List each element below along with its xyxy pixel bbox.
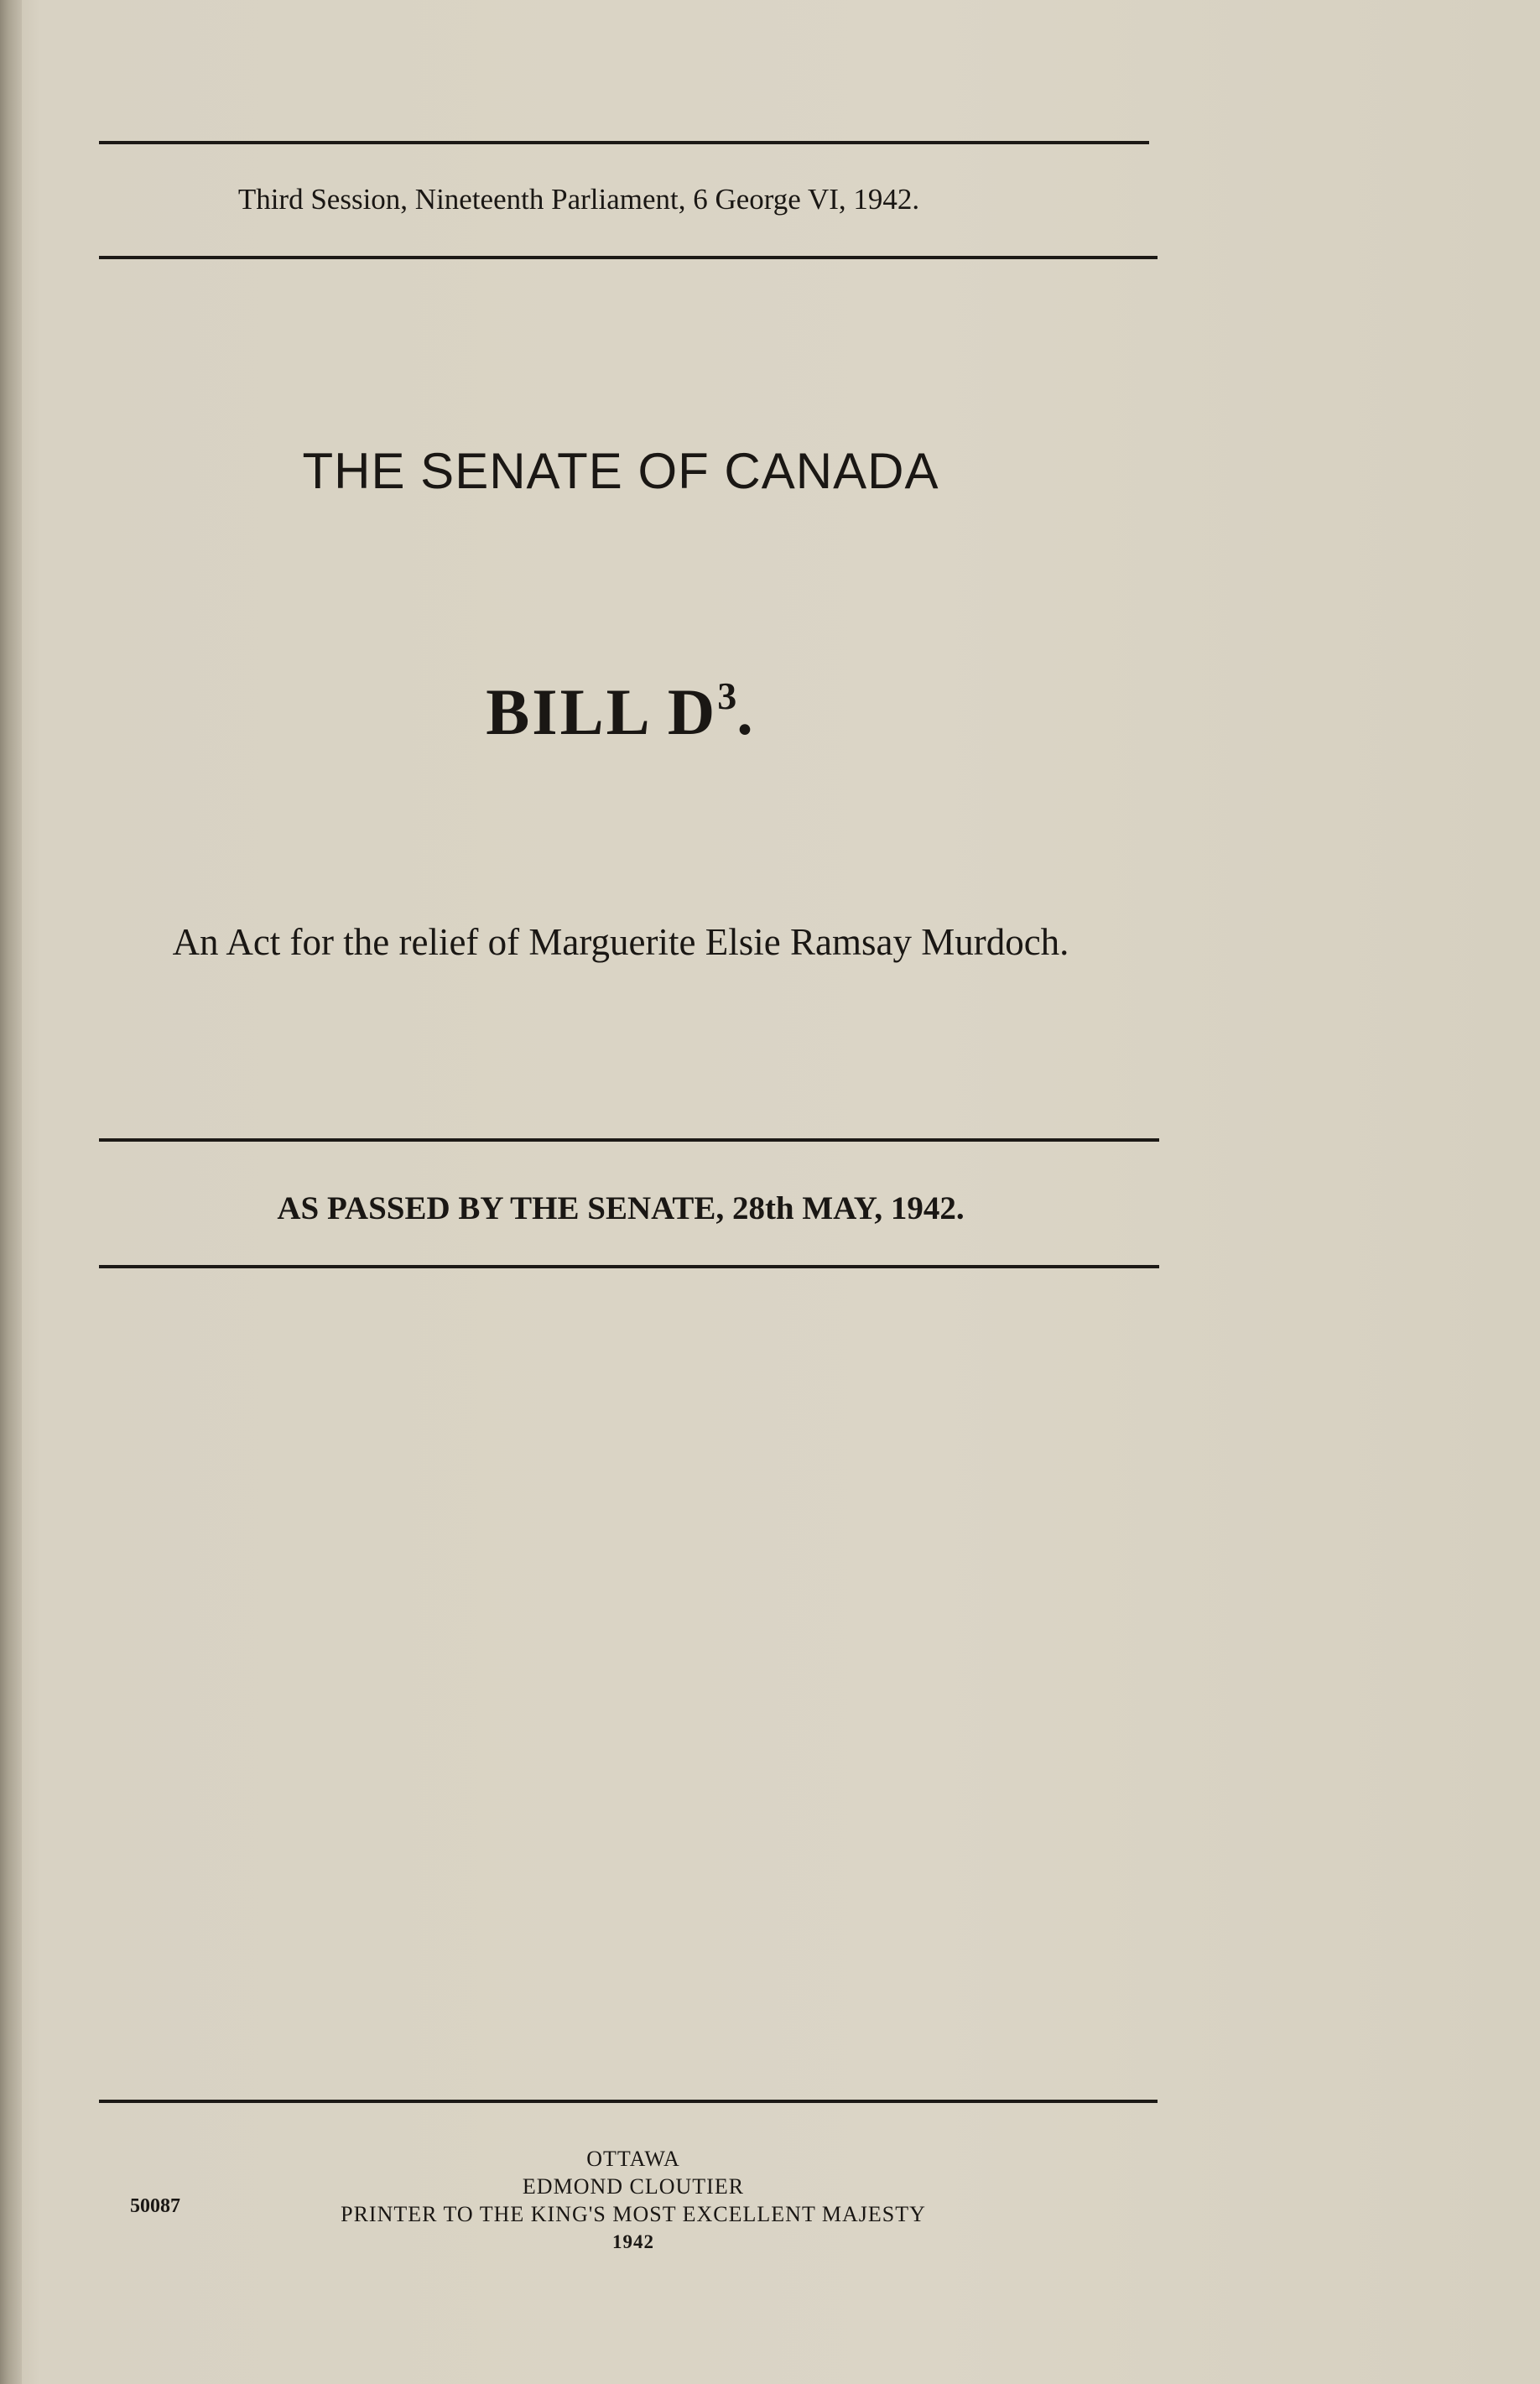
bill-number bbox=[0, 674, 1241, 750]
print-code: 50087 bbox=[130, 2195, 180, 2217]
passed-rule-top bbox=[99, 1138, 1159, 1142]
imprint-printer-title: PRINTER TO THE KING'S MOST EXCELLENT MAJESTY bbox=[341, 2202, 926, 2226]
top-rule-2 bbox=[99, 256, 1158, 259]
passed-rule-bottom bbox=[99, 1265, 1159, 1268]
imprint-year: 1942 bbox=[612, 2231, 654, 2252]
act-description: An Act for the relief of Marguerite Elsie Ramsay Murdoch. bbox=[172, 921, 1069, 963]
bill-suffix: . bbox=[736, 675, 756, 748]
imprint-rule bbox=[99, 2100, 1158, 2103]
session-line: Third Session, Nineteenth Parliament, 6 George VI, 1942. bbox=[237, 183, 920, 216]
top-rule-1 bbox=[99, 141, 1149, 144]
passed-status: AS PASSED BY THE SENATE, 28th MAY, 1942. bbox=[277, 1190, 965, 1226]
imprint-city: OTTAWA bbox=[586, 2147, 680, 2171]
senate-title: THE SENATE OF CANADA bbox=[302, 443, 939, 499]
bill-label: BILL D bbox=[486, 675, 718, 748]
imprint-printer-name: EDMOND CLOUTIER bbox=[522, 2174, 745, 2199]
bill-superscript: 3 bbox=[717, 674, 737, 717]
